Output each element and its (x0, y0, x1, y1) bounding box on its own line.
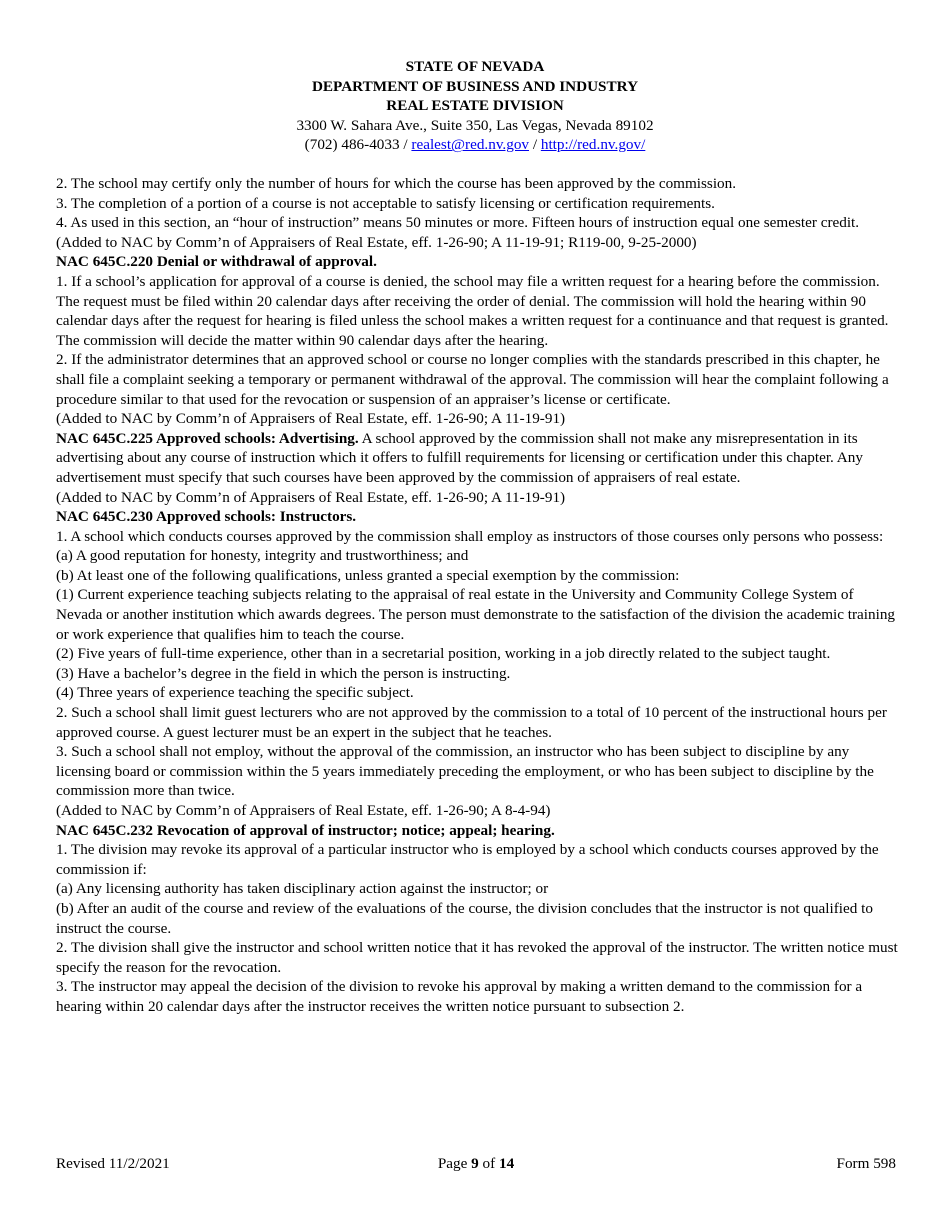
email-link[interactable]: realest@red.nv.gov (411, 136, 530, 154)
document-footer (56, 1155, 896, 1175)
total-pages: 14 (498, 1155, 515, 1172)
document-header (0, 57, 950, 155)
header-phone: (702) 486-4033 (304, 136, 400, 154)
form-number: Form 598 (836, 1155, 896, 1172)
header-state: STATE OF NEVADA (405, 58, 545, 75)
revised-date: Revised 11/2/2021 (56, 1155, 170, 1172)
header-department: DEPARTMENT OF BUSINESS AND INDUSTRY (311, 77, 639, 95)
section-225-text: A school approved by the commission shall not make any misrepresentation in its advertising about any course of instruction which it offers to fulfill requirements for licensing or certification under this chapter. Any advertisement must specify that such courses have been approved by the commission of appraisers of real estate. (56, 429, 863, 486)
paragraph: 2. The school may certify only the number of hours for which the course has been approved by the commission. (56, 175, 737, 192)
paragraph: (a) Any licensing authority has taken disciplinary action against the instructor; or (56, 880, 549, 898)
section-heading-220: NAC 645C.220 Denial or withdrawal of approval. (56, 253, 377, 271)
paragraph: (b) At least one of the following qualifications, unless granted a special exemption by the commission: (56, 566, 680, 584)
separator: / (529, 136, 541, 154)
document-body (56, 174, 901, 1017)
website-link[interactable]: http://red.nv.gov/ (540, 136, 646, 154)
current-page: 9 (471, 1155, 479, 1172)
source-note: (Added to NAC by Comm’n of Appraisers of Real Estate, eff. 1-26-90; A 11-19-91) (56, 410, 566, 428)
section-heading-230: NAC 645C.230 Approved schools: Instructors. (56, 508, 357, 526)
paragraph: 2. The division shall give the instructor and school written notice that it has revoked the approval of the instructor. The written notice must specify the reason for the revocation. (56, 939, 898, 976)
paragraph: (b) After an audit of the course and review of the evaluations of the course, the division concludes that the instructor is not qualified to instruct the course. (56, 899, 873, 937)
header-contact (0, 135, 950, 155)
paragraph: (2) Five years of full-time experience, other than in a secretarial position, working in a job directly related to the subject taught. (56, 645, 831, 663)
section-225 (56, 429, 901, 488)
paragraph: 3. Such a school shall not employ, without the approval of the commission, an instructor who has been subject to discipline by any licensing board or commission within the 5 years immediately preceding the employment, or who has been subject to discipline by the commission more than twice. (56, 743, 874, 800)
source-note: (Added to NAC by Comm’n of Appraisers of Real Estate, eff. 1-26-90; A 8-4-94) (56, 802, 551, 819)
section-heading-225: NAC 645C.225 Approved schools: Advertising. (56, 429, 359, 447)
paragraph: (3) Have a bachelor’s degree in the field in which the person is instructing. (56, 664, 511, 682)
paragraph: 4. As used in this section, an “hour of instruction” means 50 minutes or more. Fifteen hours of instruction equal one semester credit. (56, 214, 860, 232)
paragraph: 2. If the administrator determines that an approved school or course no longer complies with the standards prescribed in this chapter, he shall file a complaint seeking a temporary or permanent withdrawal of the approval. The commission will hear the complaint following a procedure similar to that used for the revocation or suspension of an appraiser’s license or certificate. (56, 351, 889, 408)
section-heading-232: NAC 645C.232 Revocation of approval of instructor; notice; appeal; hearing. (56, 821, 555, 839)
paragraph: 1. If a school’s application for approval of a course is denied, the school may file a written request for a hearing before the commission. The request must be filed within 20 calendar days after receiving the order of denial. The commission will hold the hearing within 90 calendar days after the request for hearing is filed unless the school makes a written request for a continuance and that request is granted. The commission will decide the matter within 90 calendar days after the hearing. (56, 272, 889, 349)
paragraph: 3. The completion of a portion of a course is not acceptable to satisfy licensing or certification requirements. (56, 194, 715, 212)
header-division: REAL ESTATE DIVISION (386, 97, 564, 115)
paragraph: (1) Current experience teaching subjects relating to the appraisal of real estate in the University and Community College System of Nevada or another institution which awards degrees. The person must demonstrate to the satisfaction of the division the academic training or work experience that qualifies him to teach the course. (56, 586, 896, 643)
paragraph: 2. Such a school shall limit guest lecturers who are not approved by the commission to a total of 10 percent of the instructional hours per approved course. A guest lecturer must be an expert in the subject that he teaches. (56, 704, 887, 741)
paragraph: 3. The instructor may appeal the decision of the division to revoke his approval by making a written demand to the commission for a hearing within 20 calendar days after the instructor receives the written notice pursuant to subsection 2. (56, 978, 863, 1015)
paragraph: (a) A good reputation for honesty, integrity and trustworthiness; and (56, 547, 469, 565)
header-address: 3300 W. Sahara Ave., Suite 350, Las Vegas, Nevada 89102 (296, 116, 654, 134)
paragraph: (4) Three years of experience teaching the specific subject. (56, 684, 414, 702)
paragraph: 1. The division may revoke its approval of a particular instructor who is employed by a school which conducts courses approved by the commission if: (56, 841, 879, 878)
source-note: (Added to NAC by Comm’n of Appraisers of Real Estate, eff. 1-26-90; A 11-19-91; R119-00, 9-25-2000) (56, 233, 697, 251)
page-number: Page 9 of 14 (437, 1155, 515, 1172)
paragraph: 1. A school which conducts courses approved by the commission shall employ as instructors of those courses only persons who possess: (56, 527, 884, 545)
separator: / (399, 136, 412, 154)
source-note: (Added to NAC by Comm’n of Appraisers of Real Estate, eff. 1-26-90; A 11-19-91) (56, 488, 566, 506)
